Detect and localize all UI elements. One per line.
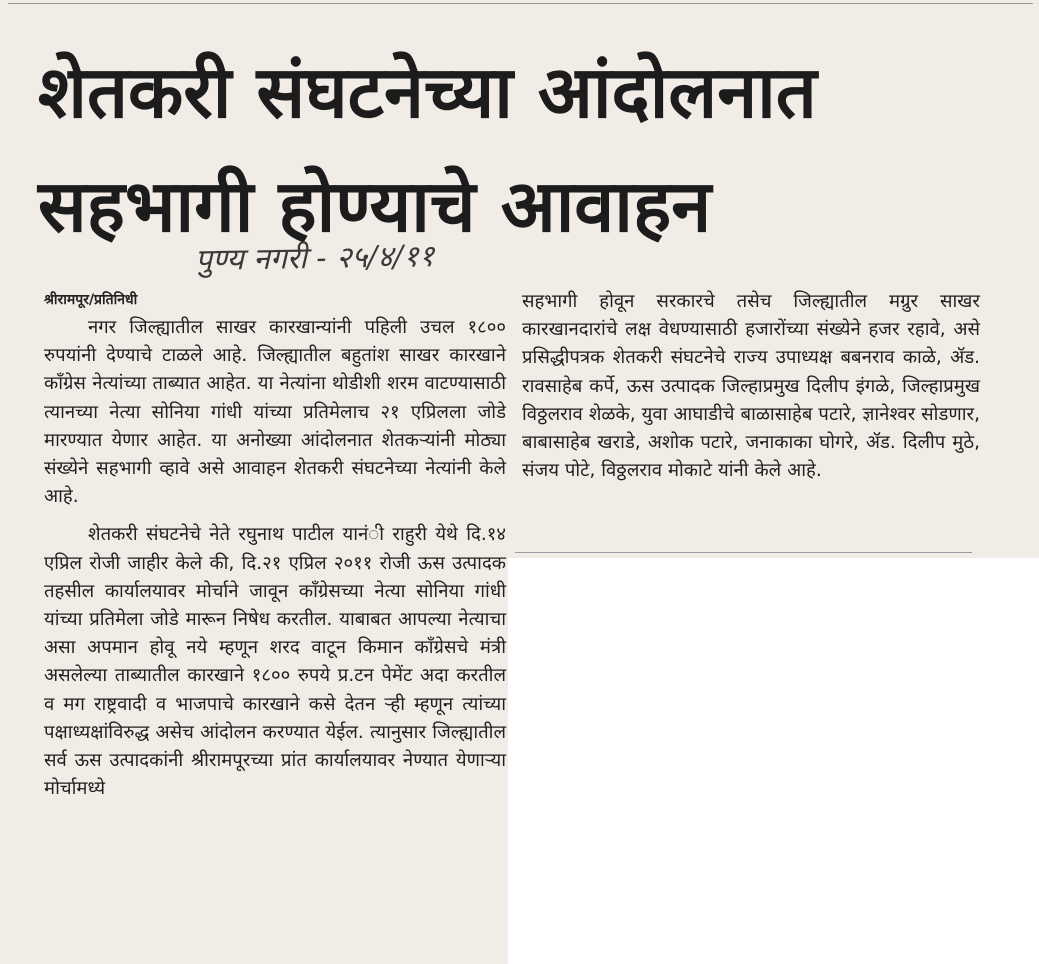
article-column-right bbox=[522, 288, 980, 485]
paragraph-2: शेतकरी संघटनेचे नेते रघुनाथ पाटील यानंी राहुरी येथे दि.१४ एप्रिल रोजी जाहीर केले की, दि.२१ एप्रिल २०११ रोजी ऊस उत्पादक तहसील कार्यालयावर मोर्चाने जावून काँग्रेसच्या नेत्या सोनिया गांधी यांच्या प्रतिमेला जोडे मारून निषेध करतील. याबाबत आपल्या नेत्याचा असा अपमान होवू नये म्हणून शरद वाटून किमान काँग्रेसचे मंत्री असलेल्या ताब्यातील कारखाने १८०० रुपये प्र.टन पेमेंट अदा करतील व मग राष्ट्रवादी व भाजपाचे कारखाने कसे देतन ऱ्ही म्हणून त्यांच्या पक्षाध्यक्षांविरुद्ध असेच आंदोलन करण्यात येईल. त्यानुसार जिल्ह्यातील सर्व ऊस उत्पादकांनी श्रीरामपूरच्या प्रांत कार्यालयावर नेण्यात येणाऱ्या मोर्चामध्ये bbox=[44, 524, 506, 800]
paragraph-3: सहभागी होवून सरकारचे तसेच जिल्ह्यातील मग्रुर साखर कारखानदारांचे लक्ष वेधण्यासाठी हजारोंच्या संख्येने हजर रहावे, असे प्रसिद्धीपत्रक शेतकरी संघटनेचे राज्य उपाध्यक्ष बबनराव काळे, ॲड. रावसाहेब कर्पे, ऊस उत्पादक जिल्हाप्रमुख दिलीप इंगळे, जिल्हाप्रमुख विठ्ठलराव शेळके, युवा आघाडीचे बाळासाहेब पटारे, ज्ञानेश्वर सोडणार, बाबासाहेब खराडे, अशोक पटारे, जनाकाका घोगरे, ॲड. दिलीप मुठे, संजय पोटे, विठ्ठलराव मोकाटे यांनी केले आहे. bbox=[522, 291, 980, 482]
article-column-left bbox=[44, 314, 506, 803]
dateline: श्रीरामपूर/प्रतिनिधी bbox=[44, 292, 138, 308]
paragraph-1: नगर जिल्ह्यातील साखर कारखान्यांनी पहिली उचल १८०० रुपयांनी देण्याचे टाळले आहे. जिल्ह्यातील बहुतांश साखर कारखाने काँग्रेस नेत्यांच्या ताब्यात आहेत. या नेत्यांना थोडीशी शरम वाटण्यासाठी त्यानच्या नेत्या सोनिया गांधी यांच्या प्रतिमेलाच २१ एप्रिलला जोडे मारण्यात येणार आहेत. या अनोख्या आंदोलनात शेतकऱ्यांनी मोठ्या संख्येने सहभागी व्हावे असे आवाहन शेतकरी संघटनेच्या नेत्यांनी केले आहे. bbox=[44, 317, 506, 508]
column-end-rule bbox=[515, 552, 972, 553]
headline-line-2: सहभागी होण्याचे आवाहन bbox=[38, 164, 712, 248]
headline-line-1: शेतकरी संघटनेच्या आंदोलनात bbox=[38, 50, 817, 134]
top-rule bbox=[8, 3, 1033, 4]
blank-page-area bbox=[508, 558, 1039, 964]
handwritten-date-note: पुण्य नगरी - २५/४/११ bbox=[194, 238, 435, 279]
